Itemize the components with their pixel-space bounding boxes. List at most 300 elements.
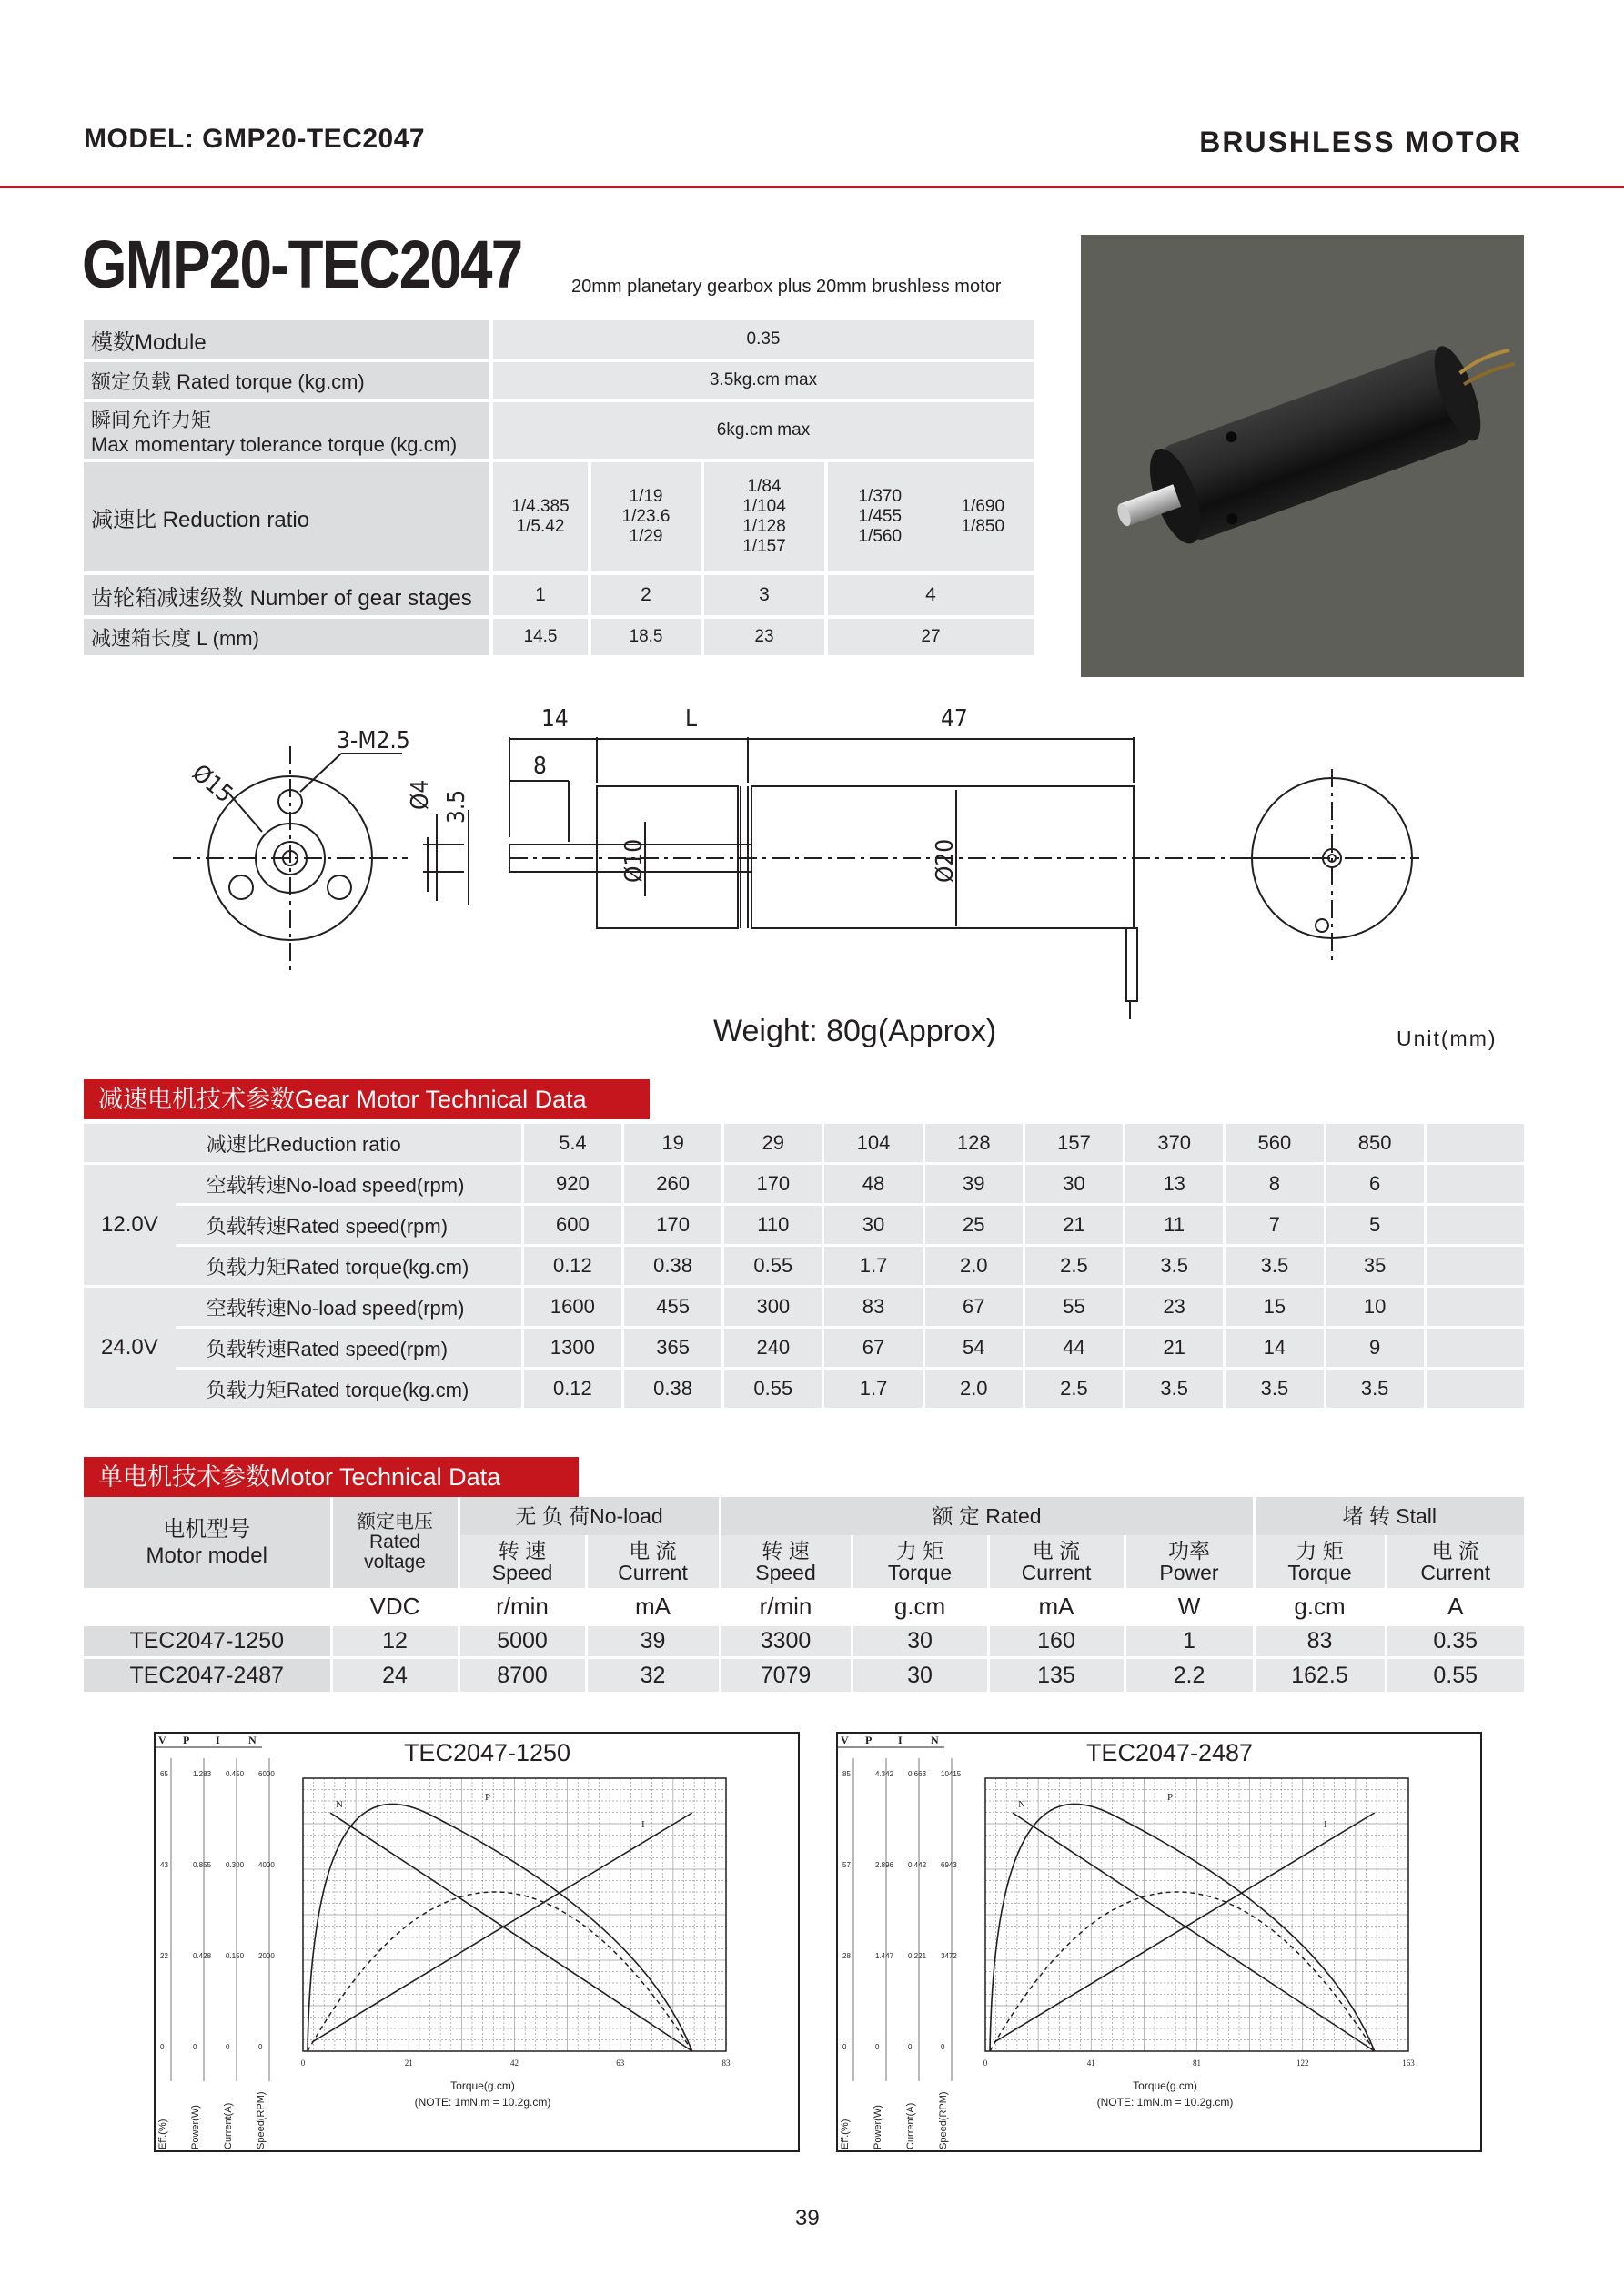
ratio-cell: 5.4: [521, 1124, 621, 1162]
ratio-cell: 157: [1023, 1124, 1123, 1162]
scale-value: 10415: [941, 1770, 962, 1778]
table-cell: 170: [621, 1206, 721, 1244]
table-cell: 7079: [720, 1657, 852, 1692]
speed-curve: [1013, 1813, 1375, 2051]
scale-value: 1.447: [875, 1952, 894, 1960]
scale-value: 0.221: [908, 1952, 927, 1960]
table-row: [84, 1288, 1524, 1326]
axis-label: Eff.(%): [157, 2119, 168, 2149]
dim-phi4: Ø4: [407, 779, 434, 810]
table-cell: 32: [586, 1657, 720, 1692]
x-axis-label: Torque(g.cm): [450, 2079, 515, 2092]
spec-value: 6kg.cm max: [489, 402, 1034, 459]
units-row: [84, 1588, 1524, 1626]
current-curve: [994, 1813, 1375, 2042]
row-label: 负载力矩Rated torque(kg.cm): [176, 1247, 521, 1285]
header-model: MODEL: GMP20-TEC2047: [84, 124, 426, 154]
row-label: 空载转速No-load speed(rpm): [176, 1165, 521, 1203]
scale-value: 0.428: [193, 1952, 212, 1960]
sub-header-cn: 转 速: [762, 1538, 810, 1563]
column-head: N: [248, 1734, 257, 1746]
sub-header-cn: 电 流: [629, 1538, 677, 1563]
spec-row-stages: [84, 575, 1034, 615]
voltage-header-cn: 额定电压: [357, 1511, 433, 1532]
table-cell: 83: [822, 1288, 922, 1326]
table-cell: 1.7: [822, 1370, 922, 1408]
chart-title: TEC2047-2487: [1085, 1739, 1254, 1766]
x-tick: 122: [1296, 2058, 1309, 2068]
spec-value: 3.5kg.cm max: [489, 362, 1034, 399]
unit-cell: A: [1386, 1588, 1524, 1626]
scale-value: 0.442: [908, 1861, 927, 1869]
table-cell: 1: [1125, 1626, 1254, 1657]
technical-drawing: [155, 701, 1519, 1047]
ratio-cell: 19: [621, 1124, 721, 1162]
ratio-cell: 850: [1324, 1124, 1424, 1162]
table-row: [84, 1247, 1524, 1285]
ratio-value: 1/4.385: [511, 497, 570, 516]
unit-cell: r/min: [720, 1588, 852, 1626]
table-cell: 21: [1123, 1329, 1223, 1367]
scale-value: 0: [226, 2043, 230, 2051]
sub-header-cn: 电 流: [1032, 1538, 1081, 1563]
model-cell: TEC2047-1250: [84, 1626, 331, 1657]
sub-header: [852, 1535, 988, 1588]
product-photo: [1081, 235, 1524, 677]
unit-note: (NOTE: 1mN.m = 10.2g.cm): [1096, 2096, 1234, 2109]
table-cell: 11: [1123, 1206, 1223, 1244]
table-cell: 25: [923, 1206, 1023, 1244]
blank-cell: [84, 1124, 176, 1162]
ratio-value: 1/370: [858, 487, 903, 506]
table-cell: 300: [721, 1288, 822, 1326]
blank-cell: [1424, 1124, 1524, 1162]
table-cell: 0.38: [621, 1370, 721, 1408]
table-cell: 240: [721, 1329, 822, 1367]
motor-section-title: 单电机技术参数Motor Technical Data: [84, 1457, 579, 1497]
table-cell: 135: [988, 1657, 1125, 1692]
table-cell: 110: [721, 1206, 822, 1244]
scale-value: 0.663: [908, 1770, 927, 1778]
table-cell: 3.5: [1223, 1370, 1323, 1408]
sub-header-en: Speed: [491, 1561, 553, 1584]
ratio-cell: 104: [822, 1124, 922, 1162]
stage-value: 1: [489, 575, 588, 615]
curve-label: I: [641, 1819, 645, 1830]
sub-header: [1386, 1535, 1524, 1588]
blank-cell: [1424, 1370, 1524, 1408]
row-label: 空载转速No-load speed(rpm): [176, 1288, 521, 1326]
table-row: [84, 1165, 1524, 1203]
scale-value: 4.342: [875, 1770, 894, 1778]
table-cell: 365: [621, 1329, 721, 1367]
table-cell: 2.5: [1023, 1370, 1123, 1408]
table-cell: 23: [1123, 1288, 1223, 1326]
blank-cell: [1424, 1288, 1524, 1326]
table-cell: 12: [331, 1626, 459, 1657]
blank-cell: [1424, 1329, 1524, 1367]
spec-label: 模数Module: [84, 320, 489, 359]
sub-header-cn: 电 流: [1431, 1538, 1479, 1563]
model-header: [84, 1497, 331, 1588]
table-cell: 44: [1023, 1329, 1123, 1367]
dim-l: L: [685, 705, 698, 733]
table-cell: 24: [331, 1657, 459, 1692]
dim-47: 47: [941, 705, 968, 733]
table-cell: 3300: [720, 1626, 852, 1657]
voltage-label: 12.0V: [84, 1165, 176, 1285]
x-tick: 41: [1086, 2058, 1095, 2068]
scale-value: 0: [193, 2043, 197, 2051]
scale-value: 0: [941, 2043, 945, 2051]
ratio-cell: 560: [1223, 1124, 1323, 1162]
table-cell: 15: [1223, 1288, 1323, 1326]
ratio-value: 1/29: [629, 527, 663, 546]
ratio-row: [84, 1124, 1524, 1162]
sub-header: [988, 1535, 1125, 1588]
page-subtitle: 20mm planetary gearbox plus 20mm brushless motor: [571, 277, 1002, 297]
dim-35: 3.5: [443, 789, 470, 824]
blank-cell: [1424, 1206, 1524, 1244]
chart-title: TEC2047-1250: [403, 1739, 571, 1766]
scale-value: 4000: [258, 1861, 275, 1869]
voltage-label: 24.0V: [84, 1288, 176, 1408]
blank-cell: [1424, 1165, 1524, 1203]
table-cell: 0.12: [521, 1247, 621, 1285]
curve-label: N: [1018, 1799, 1025, 1810]
scale-value: 0.450: [226, 1770, 245, 1778]
axis-label: Speed(RPM): [938, 2091, 949, 2149]
column-head: I: [216, 1734, 220, 1746]
voltage-header: [331, 1497, 459, 1588]
table-cell: 0.55: [1386, 1657, 1524, 1692]
table-row: [84, 1329, 1524, 1367]
scale-value: 0: [908, 2043, 913, 2051]
model-header-en: Motor model: [146, 1543, 267, 1568]
table-cell: 2.0: [923, 1370, 1023, 1408]
sub-header-cn: 力 矩: [895, 1538, 944, 1563]
sub-header-cn: 转 速: [498, 1538, 547, 1563]
curve-label: P: [1166, 1792, 1174, 1803]
table-cell: 162.5: [1254, 1657, 1386, 1692]
table-cell: 0.35: [1386, 1626, 1524, 1657]
noload-header: 无 负 荷No-load: [459, 1497, 720, 1535]
table-cell: 55: [1023, 1288, 1123, 1326]
page-number: 39: [795, 2206, 820, 2230]
ratio-cell: 29: [721, 1124, 822, 1162]
scale-value: 28: [842, 1952, 851, 1960]
blank-cell: [84, 1588, 331, 1626]
scale-value: 0: [842, 2043, 847, 2051]
sub-header-en: Speed: [755, 1561, 816, 1584]
axis-label: Current(A): [905, 2102, 916, 2149]
spec-label-cn: 瞬间允许力矩: [91, 408, 212, 431]
table-cell: 0.38: [621, 1247, 721, 1285]
table-cell: 2.0: [923, 1247, 1023, 1285]
table-cell: 7: [1223, 1206, 1323, 1244]
spec-value: 0.35: [489, 320, 1034, 359]
row-label: 负载转速Rated speed(rpm): [176, 1206, 521, 1244]
spec-row-rated-torque: [84, 362, 1034, 399]
axis-label: Speed(RPM): [256, 2091, 267, 2149]
x-tick: 0: [300, 2058, 306, 2068]
sub-header: [1125, 1535, 1254, 1588]
scale-value: 0.300: [226, 1861, 245, 1869]
length-value: 27: [824, 619, 1034, 655]
group-header-row: [84, 1497, 1524, 1535]
unit-cell: W: [1125, 1588, 1254, 1626]
spec-label: 额定负载 Rated torque (kg.cm): [84, 362, 489, 399]
scale-value: 6000: [258, 1770, 275, 1778]
ratio-value: 1/128: [742, 517, 786, 536]
table-cell: 30: [1023, 1165, 1123, 1203]
x-tick: 81: [1193, 2058, 1201, 2068]
stage-value: 3: [701, 575, 824, 615]
table-cell: 21: [1023, 1206, 1123, 1244]
ratio-col-1: [489, 462, 588, 571]
table-cell: 39: [923, 1165, 1023, 1203]
sub-header-en: Torque: [887, 1561, 953, 1584]
ratio-value: 1/104: [742, 497, 786, 516]
table-cell: 14: [1223, 1329, 1323, 1367]
table-cell: 30: [852, 1626, 988, 1657]
stage-value: 2: [588, 575, 701, 615]
ratio-col-4a: [824, 462, 933, 571]
scale-value: 0.150: [226, 1952, 245, 1960]
unit-cell: r/min: [459, 1588, 586, 1626]
ratio-cell: 370: [1123, 1124, 1223, 1162]
ratio-value: 1/850: [961, 517, 1005, 536]
axis-label: Power(W): [190, 2105, 201, 2149]
table-cell: 600: [521, 1206, 621, 1244]
scale-value: 2000: [258, 1952, 275, 1960]
sub-header-en: Current: [1021, 1561, 1092, 1584]
sub-header: [1254, 1535, 1386, 1588]
table-cell: 5000: [459, 1626, 586, 1657]
spec-row-module: [84, 320, 1034, 359]
table-cell: 455: [621, 1288, 721, 1326]
table-row: [84, 1657, 1524, 1692]
length-value: 18.5: [588, 619, 701, 655]
grid: [303, 1778, 726, 2051]
weight-label: Weight: 80g(Approx): [713, 1014, 997, 1048]
sub-header-en: Power: [1159, 1561, 1219, 1584]
sub-header: [586, 1535, 720, 1588]
performance-curve-2487: [835, 1731, 1483, 2155]
efficiency-curve: [990, 1804, 1375, 2051]
sub-header: [720, 1535, 852, 1588]
table-cell: 1.7: [822, 1247, 922, 1285]
stall-header: 堵 转 Stall: [1254, 1497, 1524, 1535]
unit-label: Unit(mm): [1397, 1027, 1498, 1050]
stage-value: 4: [824, 575, 1034, 615]
table-cell: 67: [822, 1329, 922, 1367]
scale-value: 2.896: [875, 1861, 894, 1869]
table-cell: 6: [1324, 1165, 1424, 1203]
table-cell: 1600: [521, 1288, 621, 1326]
table-cell: 1300: [521, 1329, 621, 1367]
axis-label: Current(A): [223, 2102, 234, 2149]
table-cell: 83: [1254, 1626, 1386, 1657]
scale-value: 6943: [941, 1861, 957, 1869]
table-cell: 48: [822, 1165, 922, 1203]
ratio-value: 1/19: [629, 487, 663, 506]
unit-note: (NOTE: 1mN.m = 10.2g.cm): [414, 2096, 551, 2109]
length-value: 14.5: [489, 619, 588, 655]
spec-label: [84, 402, 489, 459]
length-value: 23: [701, 619, 824, 655]
table-cell: 3.5: [1123, 1247, 1223, 1285]
table-cell: 260: [621, 1165, 721, 1203]
curve-label: I: [1324, 1819, 1327, 1830]
voltage-header-en: voltage: [364, 1552, 426, 1573]
gear-data-table: [84, 1121, 1524, 1411]
unit-cell: mA: [586, 1588, 720, 1626]
sub-header-cn: 力 矩: [1296, 1538, 1344, 1563]
ratio-value: 1/23.6: [621, 507, 671, 526]
table-cell: 920: [521, 1165, 621, 1203]
ratio-value: 1/5.42: [516, 517, 565, 536]
spec-label: 减速箱长度 L (mm): [84, 619, 489, 655]
scale-value: 65: [160, 1770, 168, 1778]
gear-section-title: 减速电机技术参数Gear Motor Technical Data: [84, 1079, 650, 1119]
ratio-col-2: [588, 462, 701, 571]
ratio-cell: 128: [923, 1124, 1023, 1162]
table-cell: 39: [586, 1626, 720, 1657]
x-tick: 83: [721, 2058, 731, 2068]
table-cell: 9: [1324, 1329, 1424, 1367]
ratio-value: 1/84: [747, 477, 782, 496]
dim-8: 8: [533, 753, 547, 780]
header-type: BRUSHLESS MOTOR: [1199, 126, 1522, 158]
scale-value: 43: [160, 1861, 168, 1869]
table-cell: 160: [988, 1626, 1125, 1657]
sub-header-cn: 功率: [1168, 1538, 1210, 1563]
spec-row-max-torque: [84, 402, 1034, 459]
scale-value: 0: [160, 2043, 165, 2051]
axis-label: Power(W): [873, 2105, 883, 2149]
model-cell: TEC2047-2487: [84, 1657, 331, 1692]
scale-value: 57: [842, 1861, 851, 1869]
row-label: 负载力矩Rated torque(kg.cm): [176, 1370, 521, 1408]
scale-value: 0: [258, 2043, 263, 2051]
table-cell: 13: [1123, 1165, 1223, 1203]
scale-value: 3472: [941, 1952, 957, 1960]
spec-label: 齿轮箱减速级数 Number of gear stages: [84, 575, 489, 615]
ratio-value: 1/560: [858, 527, 903, 546]
table-cell: 3.5: [1223, 1247, 1323, 1285]
table-cell: 5: [1324, 1206, 1424, 1244]
x-tick: 0: [983, 2058, 988, 2068]
scale-value: 85: [842, 1770, 851, 1778]
table-cell: 8700: [459, 1657, 586, 1692]
dim-14: 14: [541, 705, 569, 733]
sub-header-en: Current: [1420, 1561, 1491, 1584]
table-cell: 2.2: [1125, 1657, 1254, 1692]
x-axis-label: Torque(g.cm): [1133, 2079, 1197, 2092]
scale-value: 1.283: [193, 1770, 212, 1778]
column-head: V: [841, 1734, 849, 1746]
ratio-value: 1/690: [961, 497, 1005, 516]
x-tick: 63: [616, 2058, 625, 2068]
dim-phi10: Ø10: [620, 838, 648, 883]
axis-label: Eff.(%): [840, 2119, 851, 2149]
scale-value: 0: [875, 2043, 880, 2051]
column-head: V: [158, 1734, 166, 1746]
ratio-label: 减速比Reduction ratio: [176, 1124, 521, 1162]
curve-label: P: [484, 1792, 491, 1803]
ratio-value: 1/157: [742, 537, 786, 556]
header-divider: [0, 186, 1624, 188]
ratio-col-4b: [933, 462, 1034, 571]
x-tick: 21: [404, 2058, 413, 2068]
unit-cell: g.cm: [852, 1588, 988, 1626]
table-cell: 8: [1223, 1165, 1323, 1203]
page-title: GMP20-TEC2047: [82, 227, 522, 302]
table-cell: 30: [852, 1657, 988, 1692]
table-cell: 35: [1324, 1247, 1424, 1285]
rated-header: 额 定 Rated: [720, 1497, 1254, 1535]
voltage-header-en: Rated: [368, 1531, 421, 1553]
table-row: [84, 1206, 1524, 1244]
spec-table: [84, 317, 1034, 659]
ratio-value: 1/455: [858, 507, 903, 526]
unit-cell: VDC: [331, 1588, 459, 1626]
efficiency-curve: [308, 1804, 692, 2051]
row-label: 负载转速Rated speed(rpm): [176, 1329, 521, 1367]
table-cell: 3.5: [1123, 1370, 1223, 1408]
blank-cell: [1424, 1247, 1524, 1285]
table-cell: 10: [1324, 1288, 1424, 1326]
scale-value: 22: [160, 1952, 168, 1960]
performance-curve-1250: [153, 1731, 801, 2155]
table-cell: 30: [822, 1206, 922, 1244]
table-cell: 0.55: [721, 1370, 822, 1408]
dim-phi20: Ø20: [932, 838, 959, 883]
motor-data-table: [84, 1497, 1524, 1692]
column-head: P: [183, 1734, 190, 1746]
curve-label: N: [336, 1799, 343, 1810]
spec-row-length: [84, 619, 1034, 655]
spec-row-ratio: [84, 462, 1034, 571]
x-tick: 163: [1402, 2058, 1415, 2068]
table-row: [84, 1370, 1524, 1408]
sub-header-en: Torque: [1287, 1561, 1352, 1584]
table-cell: 0.55: [721, 1247, 822, 1285]
ratio-col-3: [701, 462, 824, 571]
table-cell: 0.12: [521, 1370, 621, 1408]
table-cell: 54: [923, 1329, 1023, 1367]
table-cell: 67: [923, 1288, 1023, 1326]
unit-cell: mA: [988, 1588, 1125, 1626]
table-cell: 3.5: [1324, 1370, 1424, 1408]
spec-label-en: Max momentary tolerance torque (kg.cm): [91, 432, 458, 456]
table-row: [84, 1626, 1524, 1657]
column-head: I: [898, 1734, 903, 1746]
current-curve: [312, 1813, 692, 2042]
table-cell: 2.5: [1023, 1247, 1123, 1285]
gear-motor-illustration: [1081, 235, 1524, 677]
sub-header-en: Current: [618, 1561, 688, 1584]
dim-phi15: Ø15: [187, 759, 238, 809]
column-head: P: [865, 1734, 873, 1746]
dim-m25: 3-M2.5: [337, 727, 410, 754]
model-header-cn: 电机型号: [163, 1516, 251, 1542]
column-head: N: [931, 1734, 939, 1746]
grid: [985, 1778, 1408, 2051]
scale-value: 0.855: [193, 1861, 212, 1869]
speed-curve: [330, 1813, 692, 2051]
